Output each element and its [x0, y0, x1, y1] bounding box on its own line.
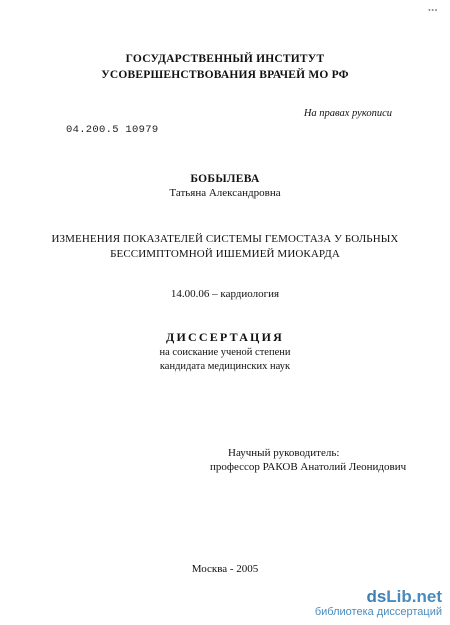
watermark-logo-rest: Lib.net: [386, 587, 442, 606]
manuscript-rights: На правах рукописи: [303, 108, 392, 119]
dslib-watermark: [315, 588, 442, 619]
watermark-logo: [315, 588, 442, 606]
corner-mark: •••: [428, 6, 438, 15]
degree-line-2: кандидата медицинских наук: [159, 361, 291, 372]
watermark-subtitle: библиотека диссертаций: [314, 606, 442, 618]
institute-line-1: ГОСУДАРСТВЕННЫЙ ИНСТИТУТ: [125, 53, 325, 65]
watermark-logo-ds: ds: [366, 587, 387, 606]
degree-line-1: на соискание ученой степени: [159, 347, 291, 358]
advisor-label: Научный руководитель:: [228, 447, 340, 459]
institute-line-2: УСОВЕРШЕНСТВОВАНИЯ ВРАЧЕЙ МО РФ: [101, 69, 349, 81]
advisor-name: профессор РАКОВ Анатолий Леонидович: [210, 461, 407, 473]
author-given-names: Татьяна Александровна: [169, 187, 281, 199]
title-line-1: ИЗМЕНЕНИЯ ПОКАЗАТЕЛЕЙ СИСТЕМЫ ГЕМОСТАЗА У БОЛЬНЫХ: [51, 233, 399, 245]
registration-code: 04.200.5 10979: [66, 124, 159, 136]
author-surname: БОБЫЛЕВА: [190, 173, 260, 185]
specialty: 14.00.06 – кардиология: [170, 288, 280, 300]
title-line-2: БЕССИМПТОМНОЙ ИШЕМИЕЙ МИОКАРДА: [110, 248, 340, 260]
document-type: ДИССЕРТАЦИЯ: [165, 330, 284, 344]
city-year: Москва - 2005: [191, 563, 259, 575]
